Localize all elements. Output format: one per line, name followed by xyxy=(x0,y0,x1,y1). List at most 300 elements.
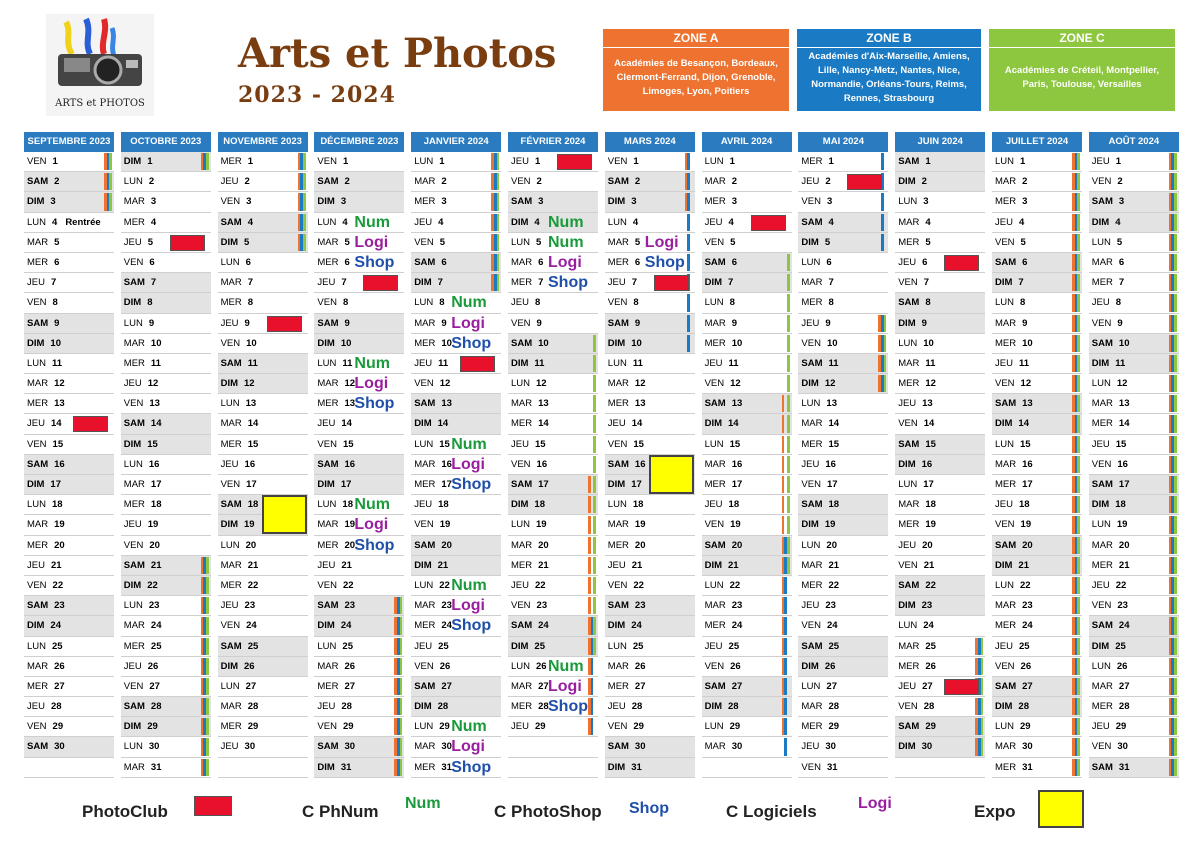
day-number: 14 xyxy=(1118,418,1130,430)
day-cell xyxy=(314,273,404,293)
day-name: MER xyxy=(511,701,533,713)
month-header: JANVIER 2024 xyxy=(411,132,501,152)
school-holiday-bar xyxy=(878,315,886,332)
day-cell xyxy=(24,253,114,273)
day-cell xyxy=(798,152,888,172)
day-name: DIM xyxy=(220,519,239,531)
day-name: DIM xyxy=(607,761,626,773)
day-number: 25 xyxy=(342,640,353,652)
day-number: 16 xyxy=(441,458,452,470)
day-cell xyxy=(798,374,888,394)
day-number: 30 xyxy=(441,741,452,753)
day-number: 21 xyxy=(150,559,162,571)
day-name: MER xyxy=(511,559,533,571)
day-cell xyxy=(895,657,985,677)
day-name: SAM xyxy=(27,317,49,329)
day-number: 9 xyxy=(148,317,155,329)
day-name: SAM xyxy=(1091,196,1113,208)
school-holiday-bar xyxy=(1169,557,1177,574)
school-holiday-bar xyxy=(878,375,886,392)
day-number: 21 xyxy=(631,559,643,571)
day-cell xyxy=(895,394,985,414)
day-number: 17 xyxy=(631,479,642,490)
school-holiday-bar xyxy=(1072,274,1080,291)
day-number: 23 xyxy=(921,600,933,612)
day-number: 13 xyxy=(826,398,837,410)
day-name: LUN xyxy=(995,297,1015,309)
day-cell xyxy=(605,536,695,556)
day-name: DIM xyxy=(220,378,239,390)
day-number: 25 xyxy=(728,640,740,652)
school-holiday-bar xyxy=(394,617,402,634)
school-holiday-bar xyxy=(201,678,209,695)
school-holiday-bar xyxy=(1169,738,1177,755)
day-name: VEN xyxy=(27,156,47,167)
day-cell xyxy=(314,717,404,737)
day-cell xyxy=(798,334,888,354)
day-number: 13 xyxy=(1022,398,1033,410)
day-cell xyxy=(24,737,114,757)
school-holiday-bar xyxy=(1072,214,1080,231)
day-cell xyxy=(702,677,792,697)
day-cell xyxy=(895,314,985,334)
day-cell xyxy=(314,758,404,778)
day-number: 1 xyxy=(729,156,735,167)
day-number: 2 xyxy=(344,176,350,188)
day-name: LUN xyxy=(995,156,1015,167)
day-name: DIM xyxy=(27,479,45,490)
school-holiday-bar xyxy=(1072,718,1080,735)
day-number: 8 xyxy=(1020,297,1026,309)
school-holiday-bar xyxy=(1169,436,1177,453)
day-cell xyxy=(702,717,792,737)
day-name: MER xyxy=(704,620,726,632)
school-holiday-bar xyxy=(782,597,790,614)
day-name: MAR xyxy=(995,317,1017,329)
day-name: JEU xyxy=(123,660,142,672)
day-name: JEU xyxy=(1091,297,1110,309)
day-number: 12 xyxy=(244,378,255,390)
day-number: 27 xyxy=(1022,680,1033,692)
day-name: DIM xyxy=(27,337,45,349)
day-name: DIM xyxy=(1091,357,1110,369)
day-name: MAR xyxy=(511,256,533,268)
school-holiday-bar xyxy=(1169,294,1177,311)
day-name: MAR xyxy=(898,640,920,652)
day-number: 28 xyxy=(631,701,643,713)
day-name: VEN xyxy=(704,378,725,390)
day-number: 18 xyxy=(150,499,162,511)
school-holiday-bar xyxy=(394,597,402,614)
day-number: 13 xyxy=(245,398,257,410)
day-cell xyxy=(121,334,211,354)
day-name: JEU xyxy=(704,216,723,228)
day-number: 19 xyxy=(344,519,356,531)
school-holiday-bar xyxy=(588,557,596,574)
day-number: 17 xyxy=(50,479,61,490)
day-number: 31 xyxy=(150,761,162,773)
day-number: 14 xyxy=(341,418,352,430)
day-number: 17 xyxy=(441,479,452,490)
day-name: MAR xyxy=(801,418,823,430)
school-holiday-bar xyxy=(782,537,790,554)
day-name: VEN xyxy=(317,156,337,167)
day-cell xyxy=(218,637,308,657)
day-name: LUN xyxy=(27,640,47,652)
day-name: SAM xyxy=(607,317,629,329)
day-cell xyxy=(314,394,404,414)
day-name: DIM xyxy=(317,761,335,773)
day-number: 27 xyxy=(441,680,452,692)
day-cell xyxy=(1089,737,1179,757)
day-name: JEU xyxy=(511,438,529,450)
school-holiday-bar xyxy=(394,638,402,655)
day-number: 24 xyxy=(340,620,352,632)
day-number: 10 xyxy=(631,337,642,349)
day-number: 22 xyxy=(828,579,840,591)
school-holiday-bar xyxy=(1072,759,1080,776)
day-name: JEU xyxy=(123,519,142,531)
day-name: VEN xyxy=(801,479,821,490)
day-number: 12 xyxy=(54,378,65,390)
day-cell xyxy=(992,354,1082,374)
day-cell xyxy=(218,213,308,233)
day-cell xyxy=(314,172,404,192)
day-name: MAR xyxy=(801,559,823,571)
day-name: LUN xyxy=(123,176,143,188)
day-cell xyxy=(24,435,114,455)
school-holiday-bar xyxy=(1072,315,1080,332)
day-cell xyxy=(218,616,308,636)
day-number: 2 xyxy=(441,176,447,188)
day-number: 1 xyxy=(1115,156,1122,167)
day-cell xyxy=(24,213,114,233)
month-header: OCTOBRE 2023 xyxy=(121,132,211,152)
day-number: 19 xyxy=(244,519,255,531)
school-holiday-bar xyxy=(588,395,596,412)
school-holiday-bar xyxy=(782,436,790,453)
day-cell xyxy=(1089,273,1179,293)
day-number: 26 xyxy=(536,660,547,672)
day-name: MER xyxy=(898,378,920,390)
day-number: 13 xyxy=(634,398,646,410)
school-holiday-bar xyxy=(1169,153,1177,170)
day-number: 26 xyxy=(730,660,741,672)
day-cell xyxy=(121,758,211,778)
month-column xyxy=(314,132,404,778)
day-cell xyxy=(411,737,501,757)
school-holiday-bar xyxy=(878,234,886,251)
day-name: VEN xyxy=(414,660,434,672)
day-cell xyxy=(702,152,792,172)
day-name: JEU xyxy=(898,680,917,692)
day-cell xyxy=(411,394,501,414)
day-name: SAM xyxy=(511,620,533,632)
day-number: 17 xyxy=(923,479,934,490)
day-number: 3 xyxy=(631,196,637,208)
day-cell xyxy=(218,233,308,253)
course-tag-num: Num xyxy=(548,233,584,251)
day-number: 6 xyxy=(245,256,251,268)
day-cell xyxy=(798,455,888,475)
day-number: 9 xyxy=(1022,317,1028,329)
day-number: 25 xyxy=(925,640,936,652)
day-cell xyxy=(218,152,308,172)
day-number: 17 xyxy=(340,479,352,490)
day-number: 19 xyxy=(1116,519,1128,531)
day-number: 23 xyxy=(536,600,548,612)
day-cell xyxy=(702,314,792,334)
day-cell xyxy=(314,414,404,434)
month-column xyxy=(24,132,114,778)
month-column xyxy=(121,132,211,778)
day-cell xyxy=(121,475,211,495)
day-cell xyxy=(605,596,695,616)
day-number: 18 xyxy=(52,499,63,511)
school-holiday-bar xyxy=(1169,516,1177,533)
day-name: LUN xyxy=(27,357,47,369)
day-number: 29 xyxy=(828,721,840,733)
day-number: 5 xyxy=(925,236,931,248)
day-name: MAR xyxy=(898,499,920,511)
day-cell xyxy=(314,536,404,556)
day-name: DIM xyxy=(317,337,335,349)
day-cell xyxy=(702,637,792,657)
day-number: 20 xyxy=(344,539,356,551)
day-cell xyxy=(508,515,598,535)
day-cell xyxy=(992,515,1082,535)
day-name: LUN xyxy=(898,337,918,349)
day-cell xyxy=(411,596,501,616)
day-cell xyxy=(121,657,211,677)
day-number: 15 xyxy=(342,438,354,450)
day-number: 17 xyxy=(538,479,549,490)
school-holiday-bar xyxy=(782,638,790,655)
school-holiday-bar xyxy=(1072,375,1080,392)
day-name: MAR xyxy=(123,196,145,208)
day-name: VEN xyxy=(123,539,144,551)
day-number: 29 xyxy=(534,721,546,733)
month-header: SEPTEMBRE 2023 xyxy=(24,132,114,152)
day-number: 5 xyxy=(344,236,350,248)
day-number: 10 xyxy=(1118,337,1130,349)
school-holiday-bar xyxy=(782,335,790,352)
day-number: 29 xyxy=(633,721,644,733)
day-cell xyxy=(992,616,1082,636)
day-cell xyxy=(121,596,211,616)
day-cell xyxy=(24,637,114,657)
school-holiday-bar xyxy=(588,375,596,392)
day-number: 17 xyxy=(150,479,162,490)
day-cell xyxy=(508,314,598,334)
day-name: SAM xyxy=(511,479,533,490)
day-name: MAR xyxy=(995,741,1017,753)
day-cell xyxy=(1089,213,1179,233)
day-name: SAM xyxy=(317,600,339,612)
day-number: 7 xyxy=(828,277,834,289)
day-number: 21 xyxy=(728,559,739,571)
day-number: 1 xyxy=(147,156,153,167)
school-holiday-bar xyxy=(394,658,402,675)
zone-a-box xyxy=(603,29,789,111)
school-holiday-bar xyxy=(975,658,983,675)
day-name: SAM xyxy=(704,680,726,692)
day-number: 22 xyxy=(729,579,741,591)
day-cell xyxy=(411,637,501,657)
day-cell xyxy=(24,314,114,334)
school-holiday-bar xyxy=(1072,335,1080,352)
school-holiday-bar xyxy=(1169,415,1177,432)
day-name: MAR xyxy=(27,378,49,390)
day-number: 11 xyxy=(828,357,839,369)
day-cell xyxy=(702,657,792,677)
day-number: 9 xyxy=(634,317,641,329)
day-number: 17 xyxy=(1118,479,1130,490)
school-holiday-bar xyxy=(394,678,402,695)
day-name: DIM xyxy=(898,317,916,329)
day-name: MER xyxy=(123,216,145,228)
day-number: 30 xyxy=(634,741,646,753)
day-number: 14 xyxy=(150,418,162,430)
day-cell xyxy=(411,334,501,354)
day-cell xyxy=(218,253,308,273)
photoclub-marker xyxy=(847,174,882,190)
day-cell xyxy=(992,737,1082,757)
day-cell xyxy=(24,152,114,172)
school-holiday-bar xyxy=(1169,315,1177,332)
zone-a-title: ZONE A xyxy=(603,29,789,48)
day-number: 23 xyxy=(148,600,160,612)
day-name: LUN xyxy=(414,579,434,591)
day-number: 22 xyxy=(439,579,450,591)
day-number: 19 xyxy=(730,519,741,531)
school-holiday-bar xyxy=(201,153,209,170)
school-holiday-bar xyxy=(1072,496,1080,513)
month-column xyxy=(411,132,501,778)
day-name: DIM xyxy=(704,277,723,289)
day-name: DIM xyxy=(317,620,335,632)
day-cell xyxy=(798,192,888,212)
day-name: VEN xyxy=(898,701,918,713)
day-name: LUN xyxy=(801,539,821,551)
day-number: 2 xyxy=(921,176,927,188)
day-cell xyxy=(314,657,404,677)
day-name: LUN xyxy=(801,398,821,410)
day-number: 28 xyxy=(247,701,259,713)
day-cell xyxy=(508,354,598,374)
school-holiday-bar xyxy=(1072,415,1080,432)
school-holiday-bar xyxy=(685,315,693,332)
day-name: DIM xyxy=(704,418,723,430)
school-holiday-bar xyxy=(685,153,693,170)
day-cell xyxy=(992,172,1082,192)
school-holiday-bar xyxy=(1169,355,1177,372)
day-cell xyxy=(508,374,598,394)
day-name: LUN xyxy=(414,721,434,733)
day-cell xyxy=(1089,314,1179,334)
school-holiday-bar xyxy=(491,153,499,170)
day-cell xyxy=(895,455,985,475)
day-number: 31 xyxy=(441,761,452,773)
day-name: SAM xyxy=(317,176,339,188)
day-number: 6 xyxy=(731,256,738,268)
day-number: 23 xyxy=(825,600,836,612)
day-name: JEU xyxy=(414,216,433,228)
day-number: 6 xyxy=(1022,256,1028,268)
day-cell xyxy=(895,515,985,535)
day-cell xyxy=(992,455,1082,475)
day-number: 20 xyxy=(826,539,837,551)
day-number: 17 xyxy=(826,479,838,490)
day-number: 15 xyxy=(828,438,840,450)
day-name: VEN xyxy=(317,579,337,591)
day-name: MER xyxy=(607,398,629,410)
school-holiday-bar xyxy=(1169,274,1177,291)
day-number: 9 xyxy=(921,317,927,329)
day-number: 20 xyxy=(922,539,933,551)
day-cell xyxy=(895,172,985,192)
school-holiday-bar xyxy=(298,173,306,190)
month-header: NOVEMBRE 2023 xyxy=(218,132,308,152)
day-name: SAM xyxy=(898,156,920,167)
day-cell xyxy=(798,435,888,455)
day-cell xyxy=(24,455,114,475)
day-cell xyxy=(314,334,404,354)
day-cell xyxy=(605,677,695,697)
day-cell xyxy=(508,253,598,273)
day-name: MAR xyxy=(801,277,823,289)
day-name: MER xyxy=(704,196,726,208)
school-holiday-bar xyxy=(975,638,983,655)
day-name: DIM xyxy=(801,660,819,672)
day-cell xyxy=(24,596,114,616)
day-cell xyxy=(121,233,211,253)
page-subtitle: 2023 - 2024 xyxy=(238,82,396,108)
day-number: 29 xyxy=(439,721,450,733)
school-holiday-bar xyxy=(1072,476,1080,493)
day-name: DIM xyxy=(123,297,142,309)
day-name: VEN xyxy=(898,277,918,289)
photoclub-marker xyxy=(557,154,592,170)
day-name: SAM xyxy=(898,297,920,309)
day-name: DIM xyxy=(1091,640,1110,652)
course-tag-shop: Shop xyxy=(451,617,492,635)
day-name: SAM xyxy=(898,721,920,733)
day-number: 10 xyxy=(441,337,452,349)
day-name: JEU xyxy=(801,458,820,470)
day-cell xyxy=(411,414,501,434)
day-number: 12 xyxy=(439,378,451,390)
day-name: MAR xyxy=(704,600,726,612)
day-name: LUN xyxy=(511,519,531,531)
day-cell xyxy=(411,374,501,394)
school-holiday-bar xyxy=(1072,153,1080,170)
day-name: JEU xyxy=(220,317,239,329)
day-name: VEN xyxy=(123,680,144,692)
day-name: MAR xyxy=(607,660,629,672)
day-name: JEU xyxy=(27,701,45,713)
day-name: MAR xyxy=(511,680,533,692)
day-number: 20 xyxy=(634,539,646,551)
day-cell xyxy=(1089,758,1179,778)
day-name: JEU xyxy=(607,559,626,571)
day-number: 15 xyxy=(1020,438,1031,450)
day-cell xyxy=(992,596,1082,616)
course-tag-logi: Logi xyxy=(354,375,389,393)
school-holiday-bar xyxy=(782,698,790,715)
day-number: 11 xyxy=(728,357,739,369)
day-number: 9 xyxy=(244,317,250,329)
